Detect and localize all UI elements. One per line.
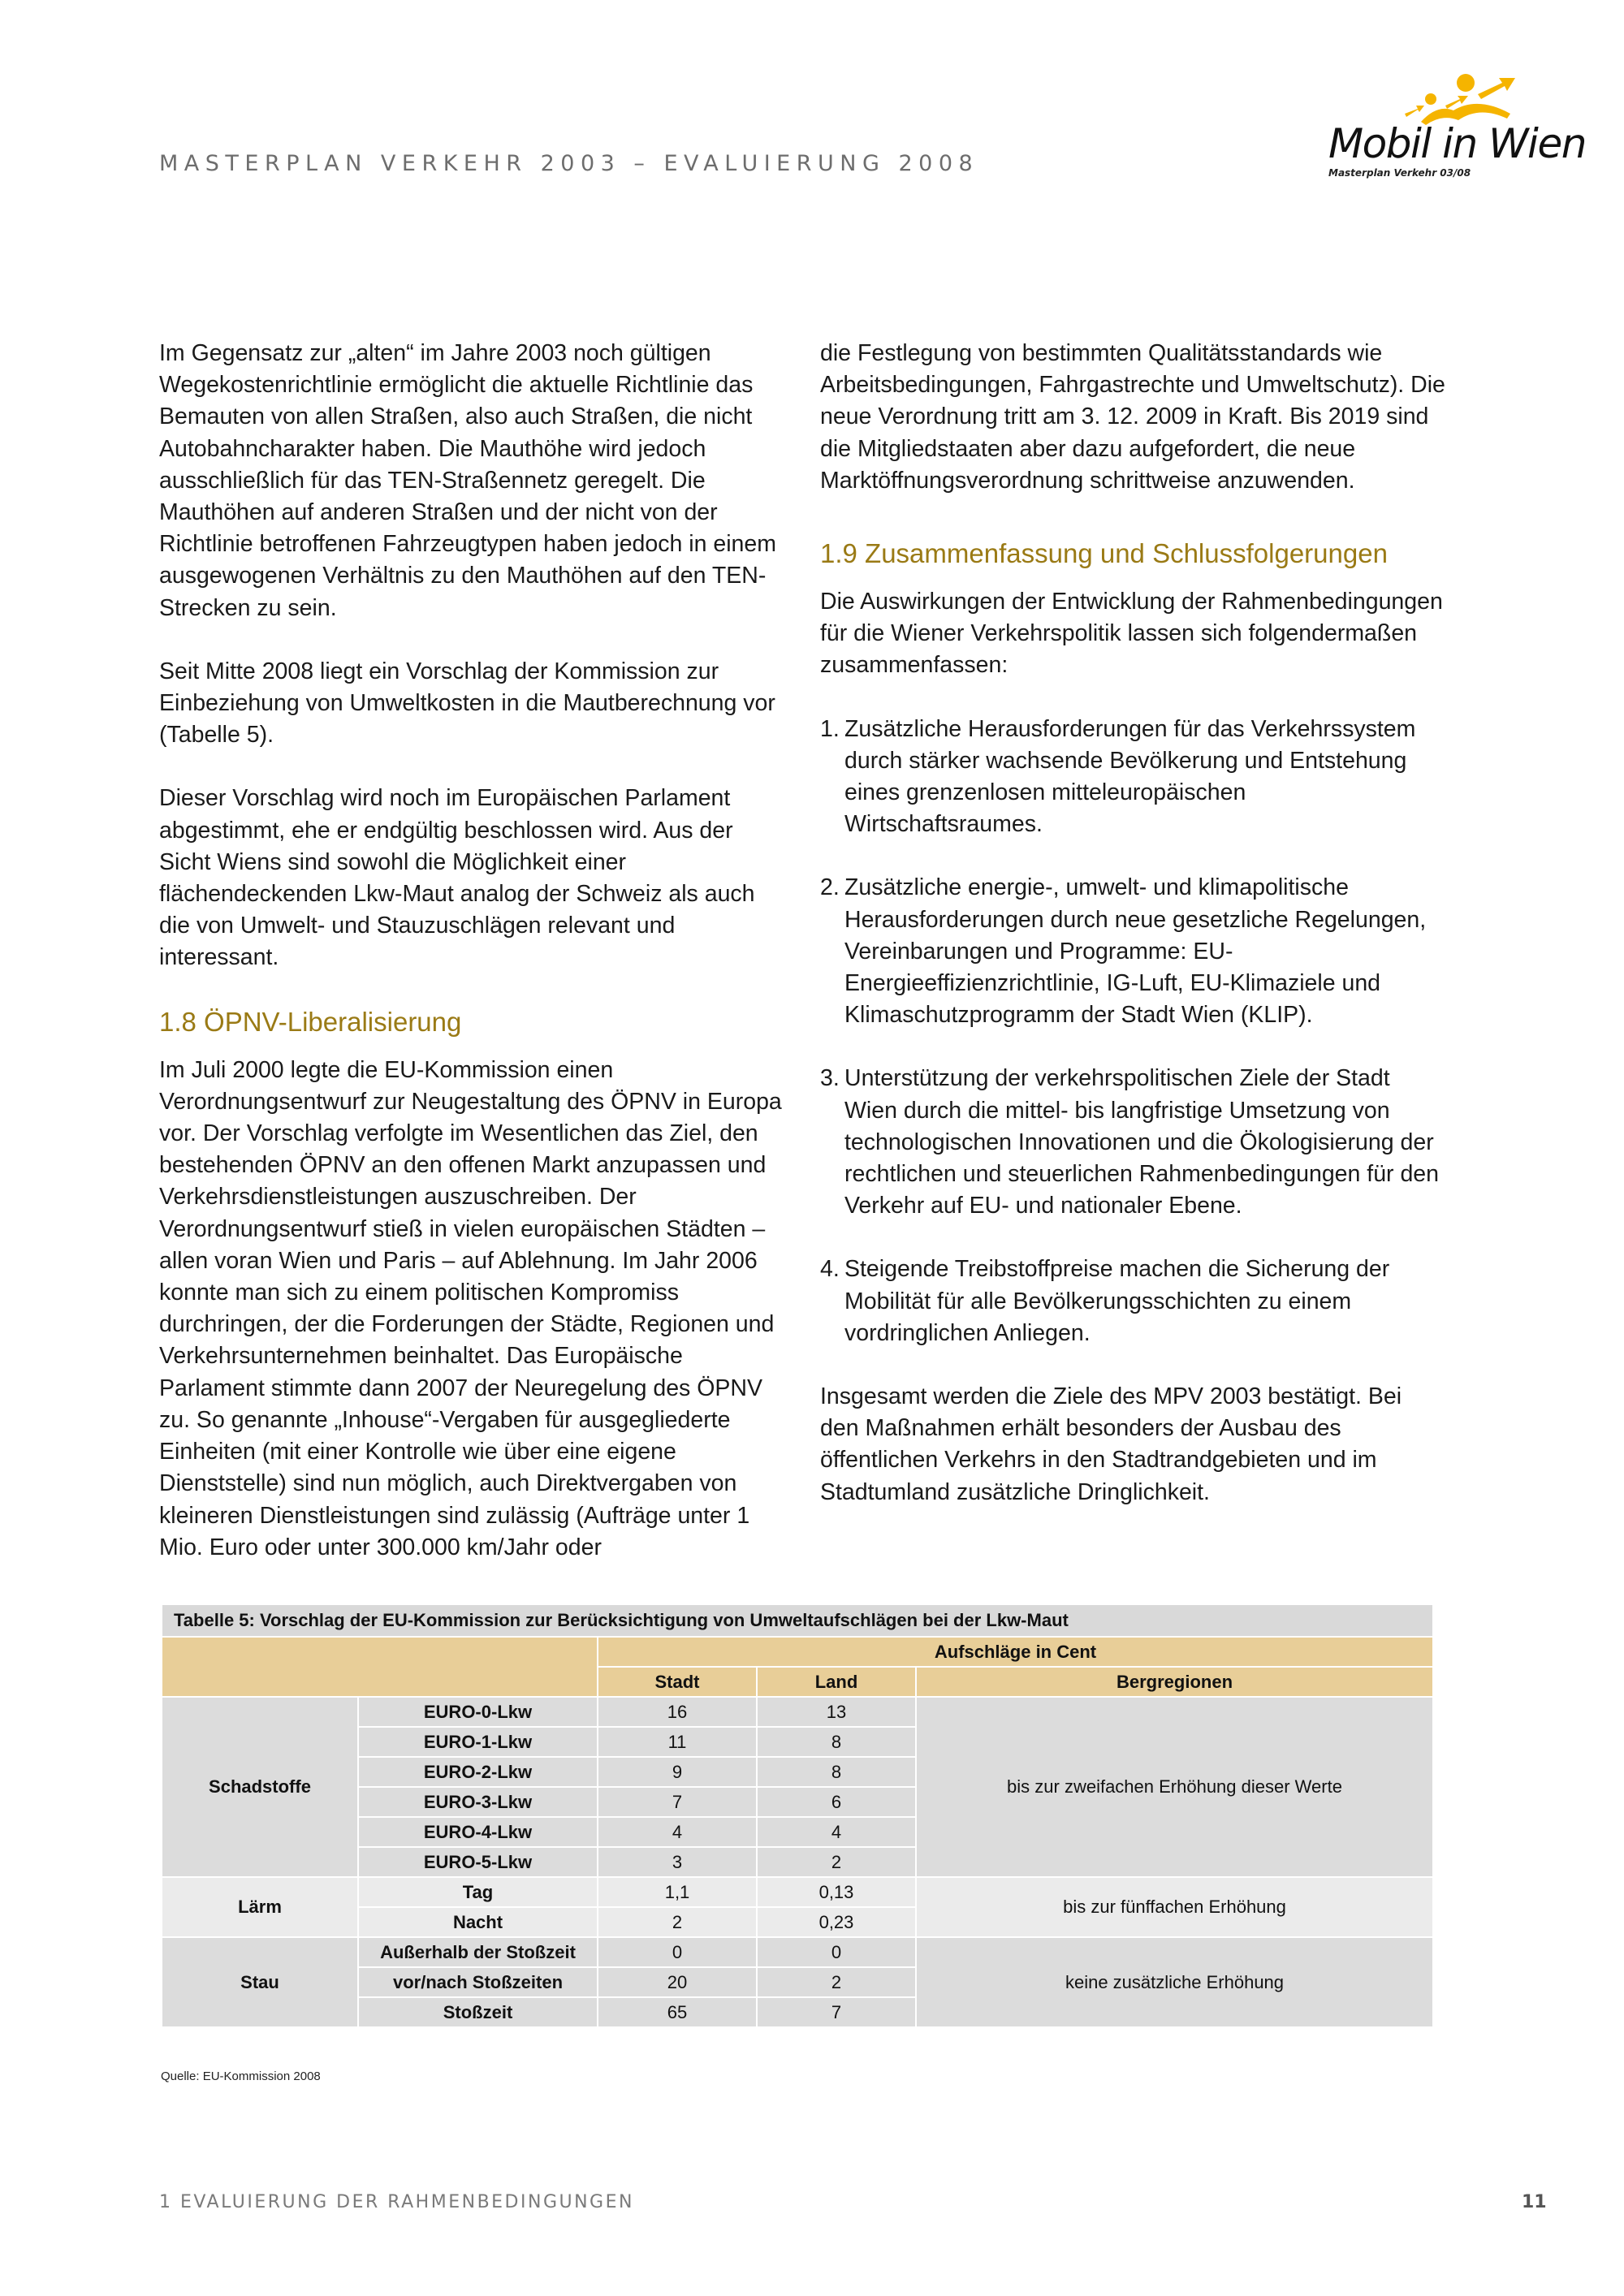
list-item xyxy=(820,1254,1445,1349)
running-title: MASTERPLAN VERKEHR 2003 – EVALUIERUNG 2008 xyxy=(159,151,979,176)
land-value-cell: 2 xyxy=(757,1967,916,1997)
land-value-cell: 7 xyxy=(757,1997,916,2027)
list-number: 2. xyxy=(820,874,840,901)
row-label-cell: EURO-1-Lkw xyxy=(358,1727,598,1757)
land-value-cell: 4 xyxy=(757,1817,916,1847)
paragraph: Im Gegensatz zur „alten“ im Jahre 2003 noch gültigen Wegekostenrichtlinie ermöglicht die aktuelle Richtlinie das Bemauten von allen Straßen, also auch Straßen, die nicht Autobahncharakter haben. Die Mauthöhe wird jedoch ausschließlich für das TEN-Straßennetz geregelt. Die Mauthöhen auf anderen Straßen und der nicht von der Richtlinie betroffenen Fahrzeugtypen haben jedoch in einem ausgewogenen Verhältnis zu den Mauthöhen auf den TEN-Strecken zu sein. xyxy=(159,340,776,621)
page-number: 11 xyxy=(1522,2192,1547,2212)
list-text: Unterstützung der verkehrspolitischen Ziele der Stadt Wien durch die mittel- bis langfristige Umsetzung von technologischen Innovationen und die Ökologisierung der rechtlichen und steuerlichen Rahmenbedingungen für den Verkehr auf EU- und nationaler Ebene. xyxy=(844,1065,1440,1219)
row-label-cell: Stoßzeit xyxy=(358,1997,598,2027)
category-cell: Lärm xyxy=(162,1877,358,1937)
paragraph: die Festlegung von bestimmten Qualitätsstandards wie Arbeitsbedingungen, Fahrgastrechte und Umweltschutz). Die neue Verordnung tritt am 3. 12. 2009 in Kraft. Bis 2019 sind die Mitgliedstaaten aber dazu aufgefordert, die neue Marktöffnungsverordnung schrittweise anzuwenden. xyxy=(820,340,1445,494)
stadt-value-cell: 0 xyxy=(598,1937,757,1967)
table-5 xyxy=(161,1603,1434,2028)
paragraph: Die Auswirkungen der Entwicklung der Rahmenbedingungen für die Wiener Verkehrspolitik lassen sich folgendermaßen zusammenfassen: xyxy=(820,589,1443,679)
land-value-cell: 13 xyxy=(757,1697,916,1727)
column-header-bergregionen: Bergregionen xyxy=(916,1667,1433,1697)
list-text: Zusätzliche Herausforderungen für das Verkehrssystem durch stärker wachsende Bevölkerung und Entstehung eines grenzenlosen mitteleuropäischen Wirtschaftsraumes. xyxy=(844,715,1416,838)
stadt-value-cell: 2 xyxy=(598,1907,757,1937)
stadt-value-cell: 16 xyxy=(598,1697,757,1727)
left-column xyxy=(159,338,784,1595)
land-value-cell: 8 xyxy=(757,1727,916,1757)
logo-subtitle: Masterplan Verkehr 03/08 xyxy=(1328,167,1471,179)
row-label-cell: vor/nach Stoßzeiten xyxy=(358,1967,598,1997)
list-number: 4. xyxy=(820,1256,840,1283)
stadt-value-cell: 3 xyxy=(598,1847,757,1877)
table-caption: Tabelle 5: Vorschlag der EU-Kommission zur Berücksichtigung von Umweltaufschlägen bei der Lkw-Maut xyxy=(162,1604,1433,1637)
row-label-cell: EURO-4-Lkw xyxy=(358,1817,598,1847)
section-heading-1-9: 1.9 Zusammenfassung und Schlussfolgerungen xyxy=(820,538,1388,569)
list-text: Zusätzliche energie-, umwelt- und klimapolitische Herausforderungen durch neue gesetzliche Regelungen, Vereinbarungen und Programme: EU-Energieeffizienzrichtlinie, IG-Luft, EU-Klimaziele und Klimaschutzprogramm der Stadt Wien (KLIP). xyxy=(844,874,1427,1029)
stadt-value-cell: 7 xyxy=(598,1787,757,1817)
list-item xyxy=(820,1063,1445,1222)
section-heading-1-8: 1.8 ÖPNV-Liberalisierung xyxy=(159,1006,462,1037)
bergregionen-note-cell: bis zur fünffachen Erhöhung xyxy=(916,1877,1433,1937)
category-cell: Stau xyxy=(162,1937,358,2027)
table-row xyxy=(162,1697,1433,1727)
logo-brand-text: Mobil in Wien xyxy=(1328,120,1586,167)
land-value-cell: 0 xyxy=(757,1937,916,1967)
row-label-cell: Tag xyxy=(358,1877,598,1907)
land-value-cell: 6 xyxy=(757,1787,916,1817)
stadt-value-cell: 65 xyxy=(598,1997,757,2027)
table-group-header: Aufschläge in Cent xyxy=(598,1637,1433,1667)
land-value-cell: 0,13 xyxy=(757,1877,916,1907)
row-label-cell: Außerhalb der Stoßzeit xyxy=(358,1937,598,1967)
list-number: 3. xyxy=(820,1065,840,1092)
category-cell: Schadstoffe xyxy=(162,1697,358,1877)
table-row xyxy=(162,1877,1433,1907)
paragraph: Seit Mitte 2008 liegt ein Vorschlag der Kommission zur Einbeziehung von Umweltkosten in die Mautberechnung vor (Tabelle 5). xyxy=(159,658,775,749)
table-source: Quelle: EU-Kommission 2008 xyxy=(161,2069,321,2083)
row-label-cell: EURO-5-Lkw xyxy=(358,1847,598,1877)
paragraph: Dieser Vorschlag wird noch im Europäischen Parlament abgestimmt, ehe er endgültig beschlossen wird. Aus der Sicht Wiens sind sowohl die Möglichkeit einer flächendeckenden Lkw-Maut analog der Schweiz als auch die von Umwelt- und Stauzuschlägen relevant und interessant. xyxy=(159,785,755,971)
stadt-value-cell: 1,1 xyxy=(598,1877,757,1907)
list-item xyxy=(820,872,1445,1031)
row-label-cell: Nacht xyxy=(358,1907,598,1937)
mobil-in-wien-logo xyxy=(1315,71,1586,185)
list-text: Steigende Treibstoffpreise machen die Sicherung der Mobilität für alle Bevölkerungsschichten zu einem vordringlichen Anliegen. xyxy=(844,1256,1390,1346)
land-value-cell: 0,23 xyxy=(757,1907,916,1937)
bergregionen-note-cell: bis zur zweifachen Erhöhung dieser Werte xyxy=(916,1697,1433,1877)
row-label-cell: EURO-0-Lkw xyxy=(358,1697,598,1727)
paragraph: Insgesamt werden die Ziele des MPV 2003 bestätigt. Bei den Maßnahmen erhält besonders der Ausbau des öffentlichen Verkehrs in den Stadtrandgebieten und im Stadtumland zusätzliche Dringlichkeit. xyxy=(820,1383,1402,1505)
right-column xyxy=(820,338,1445,1540)
footer-chapter: 1 EVALUIERUNG DER RAHMENBEDINGUNGEN xyxy=(159,2192,634,2212)
stadt-value-cell: 11 xyxy=(598,1727,757,1757)
stadt-value-cell: 9 xyxy=(598,1757,757,1787)
paragraph: Im Juli 2000 legte die EU-Kommission einen Verordnungsentwurf zur Neugestaltung des ÖPNV in Europa vor. Der Vorschlag verfolgte im Wesentlichen das Ziel, den bestehenden ÖPNV an den offenen Markt anzupassen und Verkehrsdienstleistungen auszuschreiben. Der Verordnungsentwurf stieß in vielen europäischen Städten – allen voran Wien und Paris – auf Ablehnung. Im Jahr 2006 konnte man sich zu einem politischen Kompromiss durchringen, der die Forderungen der Städte, Regionen und Verkehrsunternehmen beinhaltet. Das Europäische Parlament stimmte dann 2007 der Neuregelung des ÖPNV zu. So genannte „Inhouse“-Vergaben für ausgegliederte Einheiten (mit einer Kontrolle wie über eine eigene Dienststelle) sind nun möglich, auch Direktvergaben von kleineren Dienstleistungen sind zulässig (Aufträge unter 1 Mio. Euro oder unter 300.000 km/Jahr oder xyxy=(159,1056,782,1560)
land-value-cell: 2 xyxy=(757,1847,916,1877)
stadt-value-cell: 20 xyxy=(598,1967,757,1997)
table-row xyxy=(162,1937,1433,1967)
list-item xyxy=(820,714,1445,841)
list-number: 1. xyxy=(820,715,840,742)
stadt-value-cell: 4 xyxy=(598,1817,757,1847)
toll-surcharge-table xyxy=(161,1603,1434,2028)
bergregionen-note-cell: keine zusätzliche Erhöhung xyxy=(916,1937,1433,2027)
table-header-empty xyxy=(162,1637,598,1697)
row-label-cell: EURO-3-Lkw xyxy=(358,1787,598,1817)
column-header-land: Land xyxy=(757,1667,916,1697)
column-header-stadt: Stadt xyxy=(598,1667,757,1697)
conclusions-list xyxy=(820,714,1445,1349)
row-label-cell: EURO-2-Lkw xyxy=(358,1757,598,1787)
land-value-cell: 8 xyxy=(757,1757,916,1787)
